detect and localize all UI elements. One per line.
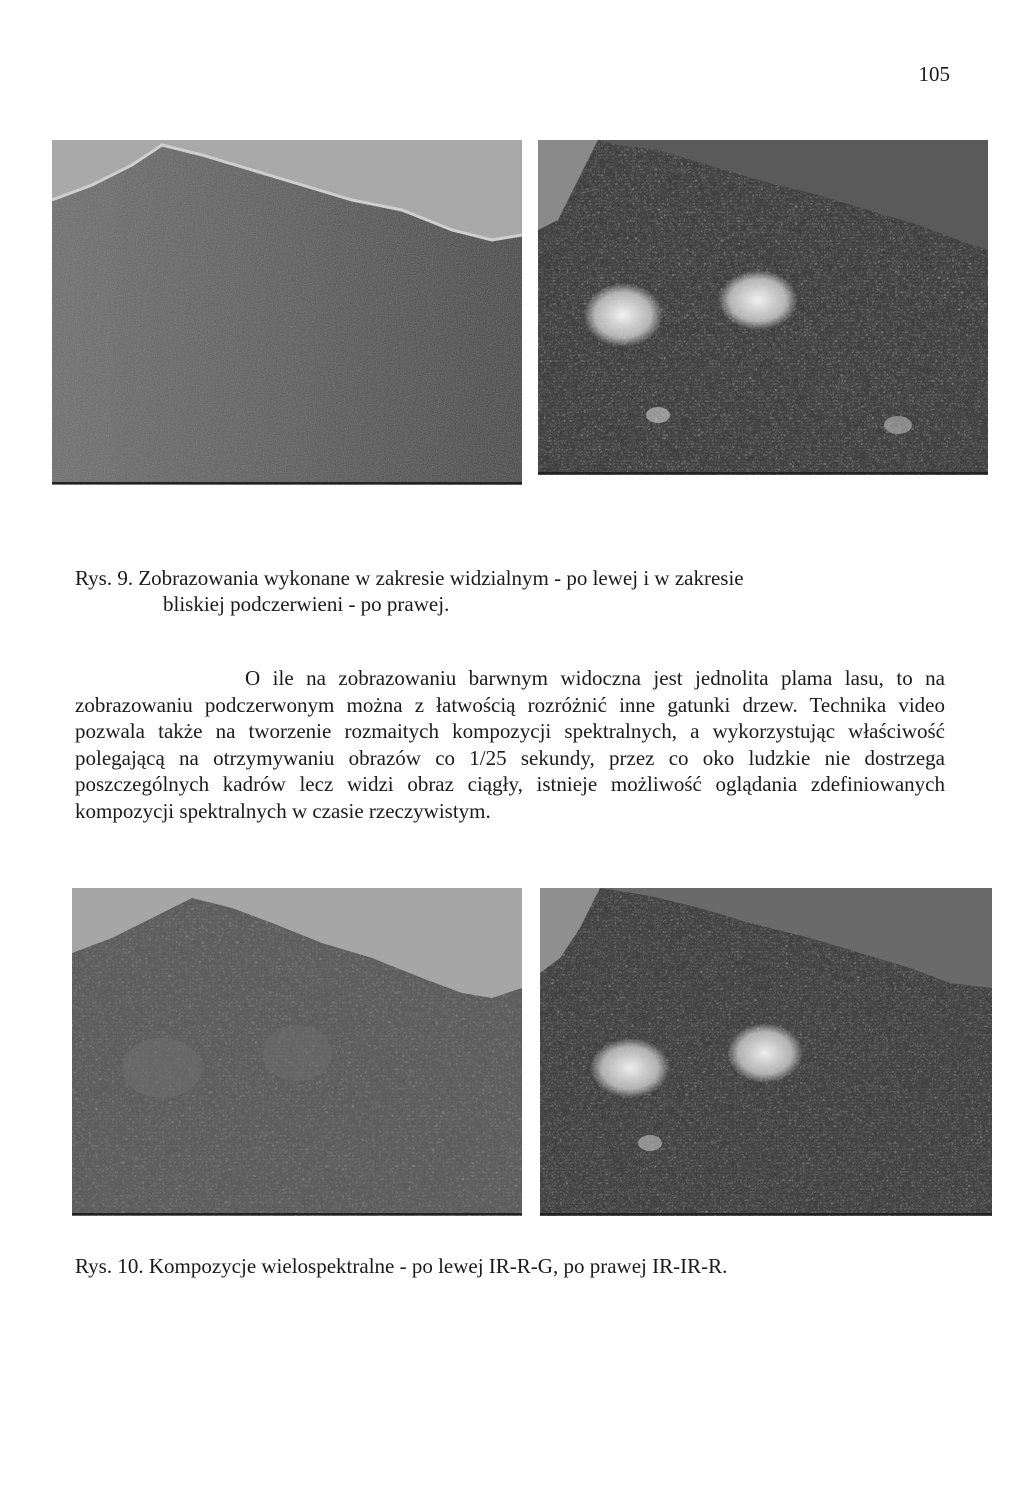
figure-9-visible-svg (52, 140, 522, 485)
figure-9-caption-line2: bliskiej podczerwieni - po prawej. (163, 592, 450, 616)
figure-10-irirr-image (540, 888, 992, 1216)
figure-10-caption-text: Kompozycje wielospektralne - po lewej IR-R-G, po prawej IR-IR-R. (148, 1254, 728, 1278)
figure-9-infrared-svg (538, 140, 988, 475)
figure-10-irrg-svg (72, 888, 522, 1216)
figure-10-caption-label: Rys. 10. (75, 1254, 144, 1278)
page-number: 105 (918, 62, 950, 86)
body-paragraph: O ile na zobrazowaniu barwnym widoczna jest jednolita plama lasu, to na zobrazowaniu podczerwonym można z łatwością rozróżnić inne gatunki drzew. Technika video pozwala także na tworzenie rozmaitych kompozycji spektralnych, a wykorzystując właściwość polegającą na otrzymywaniu obrazów co 1/25 sekundy, przez co oko ludzkie nie dostrzega poszczególnych kadrów lecz widzi obraz ciągły, istnieje możliwość oglądania zdefiniowanych kompozycji spektralnych w czasie rzeczywistym. (75, 666, 945, 823)
figure-10-irrg-image (72, 888, 522, 1216)
figure-9-caption (75, 565, 945, 617)
figure-9-caption-label: Rys. 9. (75, 566, 134, 590)
figure-10-irirr-svg (540, 888, 992, 1216)
figure-9-visible-image (52, 140, 522, 485)
figure-10-caption (75, 1253, 945, 1279)
figure-9-caption-line1: Zobrazowania wykonane w zakresie widzialnym - po lewej i w zakresie (138, 566, 744, 590)
figure-9-infrared-image (538, 140, 988, 475)
